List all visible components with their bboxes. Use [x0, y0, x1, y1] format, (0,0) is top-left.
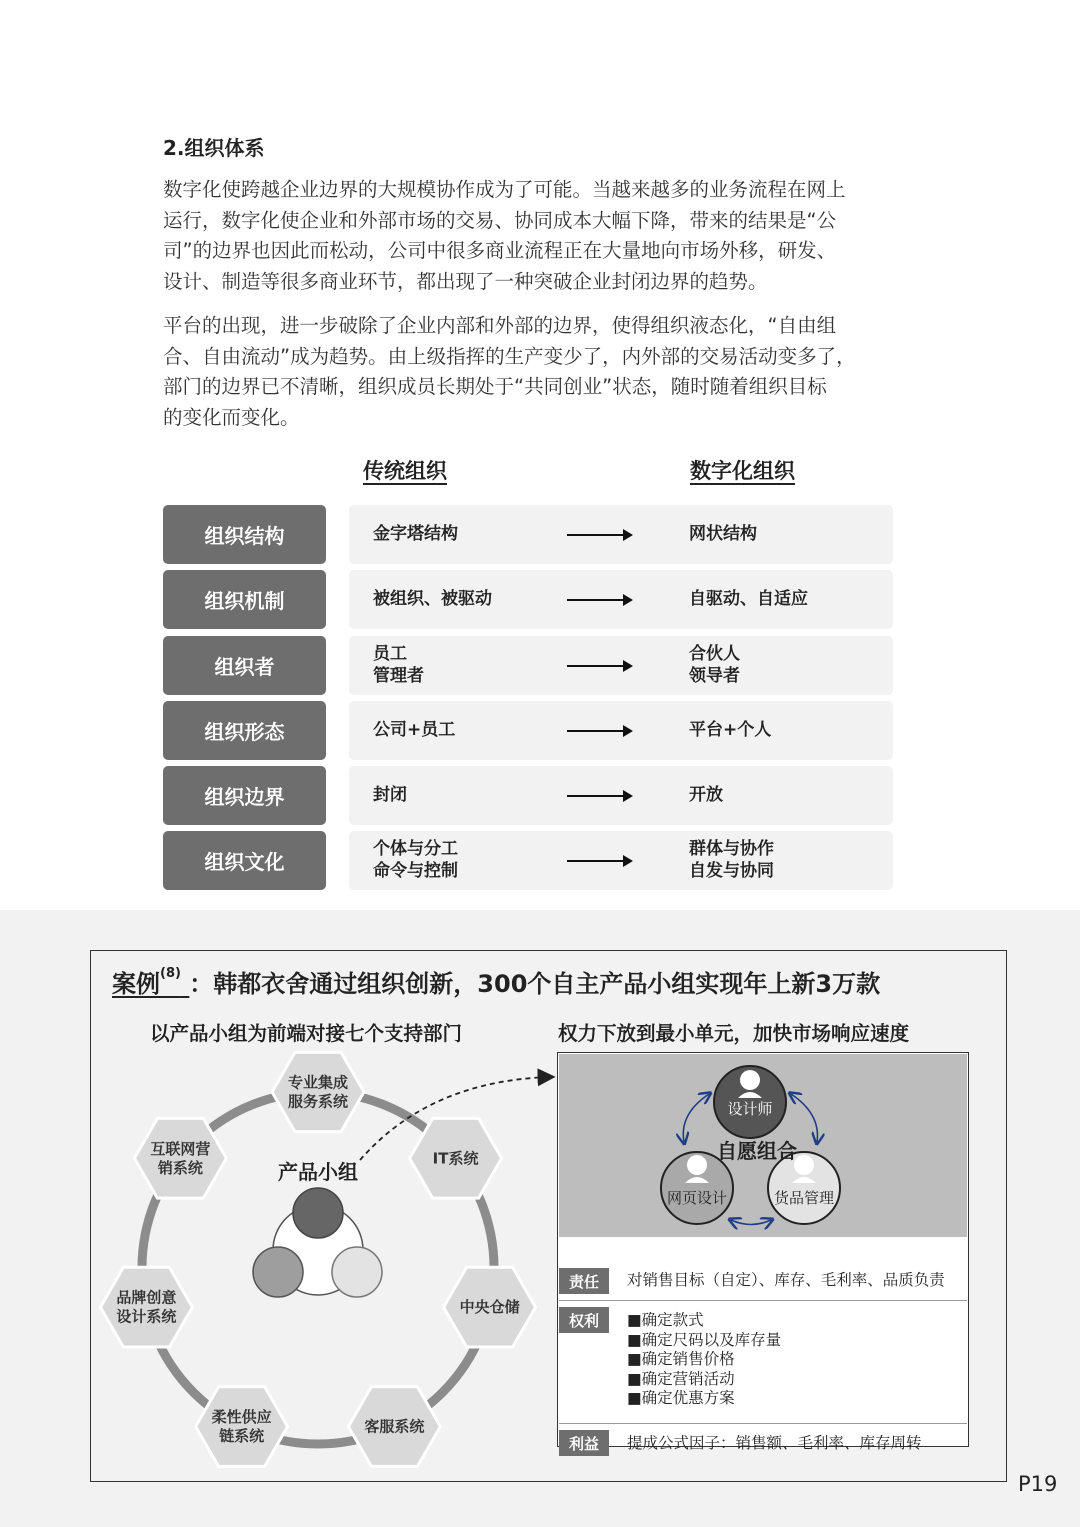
department-label: 互联网营 — [150, 1139, 211, 1158]
link-arrow — [791, 1094, 817, 1142]
value-line: 网状结构 — [689, 524, 757, 544]
digital-value — [689, 838, 774, 882]
rights-tag: 权利 — [559, 1307, 609, 1333]
department-label: 服务系统 — [287, 1092, 349, 1111]
rights-item: ■确定销售价格 — [627, 1350, 735, 1368]
department-label: 客服系统 — [364, 1417, 425, 1436]
traditional-value — [373, 784, 407, 806]
value-line: 自发与协同 — [689, 861, 774, 881]
case-prefix: 案例 — [112, 970, 160, 998]
comparison-row — [349, 570, 893, 629]
comparison-row — [349, 701, 893, 760]
row-label: 组织边界 — [163, 766, 326, 825]
value-line: 自驱动、自适应 — [689, 589, 808, 609]
department-hex — [444, 1267, 536, 1347]
row-label: 组织结构 — [163, 505, 326, 564]
row-label: 组织者 — [163, 636, 326, 695]
value-line: 公司+员工 — [373, 720, 456, 740]
paragraph-2 — [163, 311, 923, 433]
value-line: 合伙人 — [689, 644, 740, 664]
department-hex — [272, 1052, 364, 1132]
comparison-row — [349, 636, 893, 695]
responsibility-tag: 责任 — [559, 1268, 609, 1294]
value-line: 员工 — [373, 644, 407, 664]
right-subtitle: 权力下放到最小单元，加快市场响应速度 — [558, 1022, 910, 1045]
traditional-value — [373, 588, 492, 610]
benefits-tag: 利益 — [559, 1430, 609, 1456]
traditional-value — [373, 643, 424, 687]
group-node-mid — [253, 1247, 303, 1297]
transition-arrow — [567, 860, 631, 862]
department-label: 销系统 — [157, 1158, 203, 1177]
value-line: 开放 — [689, 785, 723, 805]
role-label: 设计师 — [727, 1100, 773, 1118]
case-colon: ： — [189, 970, 214, 998]
rights-list — [627, 1311, 781, 1409]
transition-arrow — [567, 599, 631, 601]
department-label: 品牌创意 — [116, 1288, 177, 1307]
group-node-dark — [293, 1188, 343, 1238]
case-ref: (8) — [160, 966, 181, 981]
rights-item: ■确定款式 — [627, 1311, 704, 1329]
self-organize-diagram — [559, 1054, 967, 1237]
value-line: 金字塔结构 — [373, 524, 458, 544]
benefits-text: 提成公式因子：销售额、毛利率、库存周转 — [627, 1434, 922, 1452]
product-group-diagram — [90, 1050, 560, 1446]
para1-line: 数字化使跨越企业边界的大规模协作成为了可能。当越来越多的业务流程在网上 — [163, 178, 846, 201]
group-node-light — [332, 1247, 382, 1297]
traditional-value — [373, 719, 455, 741]
person-icon — [740, 1070, 760, 1090]
link-arrow — [683, 1094, 709, 1142]
department-label: 专业集成 — [287, 1073, 349, 1092]
transition-arrow — [567, 795, 631, 797]
left-subtitle: 以产品小组为前端对接七个支持部门 — [150, 1022, 463, 1045]
product-group-label: 产品小组 — [278, 1160, 358, 1184]
department-label: 柔性供应 — [211, 1408, 272, 1427]
divider — [559, 1300, 967, 1301]
digital-value — [689, 719, 771, 741]
divider — [559, 1423, 967, 1424]
traditional-value — [373, 838, 458, 882]
rights-item: ■确定优惠方案 — [627, 1389, 735, 1407]
value-line: 被组织、被驱动 — [373, 589, 492, 609]
digital-org-header: 数字化组织 — [690, 459, 795, 483]
row-label: 组织形态 — [163, 701, 326, 760]
paragraph-1 — [163, 175, 923, 297]
department-label: 设计系统 — [116, 1307, 177, 1326]
para1-line: 设计、制造等很多商业环节，都出现了一种突破企业封闭边界的趋势。 — [163, 269, 768, 293]
value-line: 领导者 — [689, 666, 740, 686]
rights-item: ■确定营销活动 — [627, 1369, 735, 1388]
value-line: 命令与控制 — [373, 861, 458, 881]
traditional-org-header: 传统组织 — [363, 459, 447, 483]
para1-line: 司”的边界也因此而松动，公司中很多商业流程正在大量地向市场外移，研发、 — [163, 239, 837, 262]
self-organize-label: 自愿组合 — [717, 1139, 797, 1163]
para2-line: 合、自由流动”成为趋势。由上级指挥的生产变少了，内外部的交易活动变多了， — [163, 344, 856, 368]
value-line: 管理者 — [373, 666, 424, 686]
transition-arrow — [567, 730, 631, 732]
traditional-value — [373, 523, 458, 545]
department-label: 中央仓储 — [459, 1298, 520, 1317]
case-title — [112, 964, 880, 999]
person-icon — [794, 1155, 814, 1175]
transition-arrow — [567, 665, 631, 667]
value-line: 平台+个人 — [689, 720, 772, 740]
section-title: 2.组织体系 — [163, 136, 265, 160]
digital-value — [689, 643, 740, 687]
value-line: 个体与分工 — [373, 839, 458, 859]
value-line: 群体与协作 — [689, 839, 774, 859]
person-icon — [687, 1155, 707, 1175]
para2-line: 的变化而变化。 — [163, 405, 300, 429]
role-designer — [714, 1066, 786, 1138]
value-line: 封闭 — [373, 785, 407, 805]
department-label: IT系统 — [432, 1149, 479, 1168]
role-label: 货品管理 — [773, 1189, 835, 1207]
transition-arrow — [567, 534, 631, 536]
department-label: 链系统 — [219, 1427, 265, 1446]
comparison-row — [349, 766, 893, 825]
para2-line: 部门的边界已不清晰，组织成员长期处于“共同创业”状态，随时随着组织目标 — [163, 375, 827, 398]
row-label: 组织文化 — [163, 831, 326, 890]
para2-line: 平台的出现，进一步破除了企业内部和外部的边界，使得组织液态化，“自由组 — [163, 314, 837, 337]
digital-value — [689, 784, 723, 806]
para1-line: 运行，数字化使企业和外部市场的交易、协同成本大幅下降，带来的结果是“公 — [163, 208, 837, 232]
row-label: 组织机制 — [163, 570, 326, 629]
comparison-row — [349, 831, 893, 890]
rights-item: ■确定尺码以及库存量 — [627, 1330, 782, 1349]
case-main-title: 韩都衣舍通过组织创新，300个自主产品小组实现年上新3万款 — [213, 970, 881, 998]
department-hex — [100, 1267, 192, 1347]
page-number: P19 — [1018, 1472, 1058, 1496]
role-label: 网页设计 — [666, 1189, 728, 1207]
digital-value — [689, 588, 808, 610]
comparison-row — [349, 505, 893, 564]
responsibility-text: 对销售目标（自定）、库存、毛利率、品质负责 — [627, 1271, 945, 1289]
digital-value — [689, 523, 757, 545]
link-arrow — [731, 1220, 771, 1225]
